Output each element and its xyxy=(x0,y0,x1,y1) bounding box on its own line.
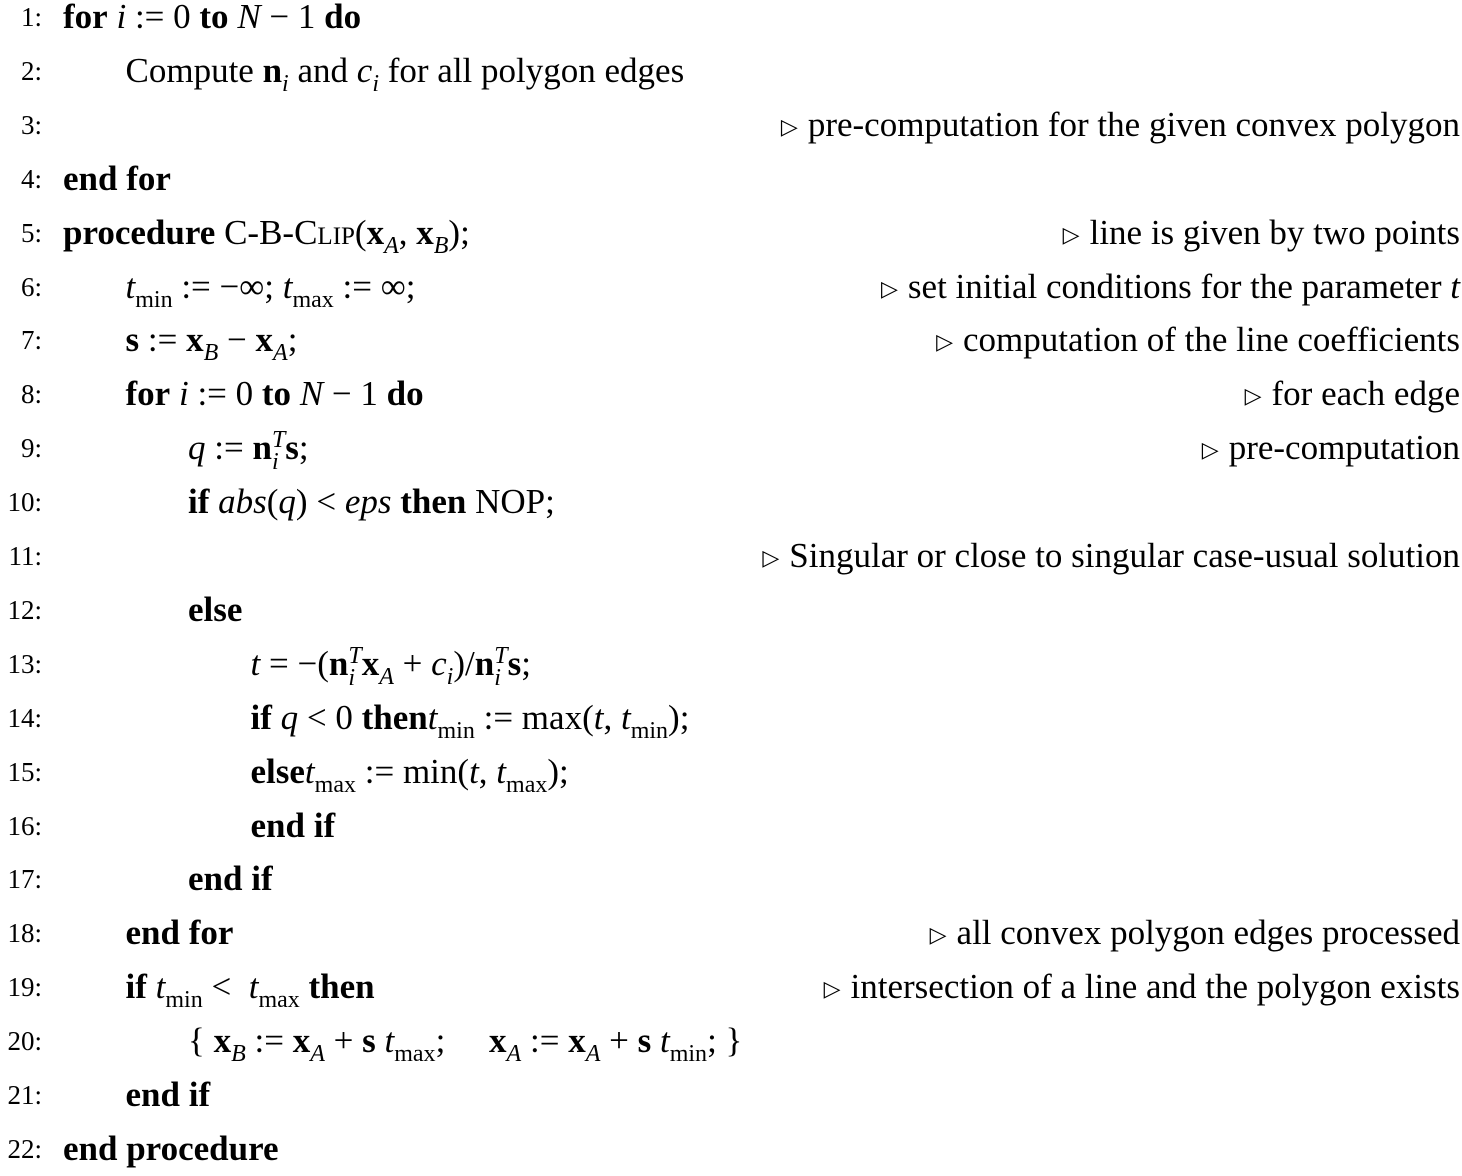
algorithm-line xyxy=(0,313,1462,367)
algorithm-line xyxy=(0,583,1462,637)
code-statement: end if xyxy=(188,859,273,899)
code-comment xyxy=(930,906,1460,964)
code-statement: end for xyxy=(63,158,171,198)
comment-text: pre-computation for the given convex polygon xyxy=(807,104,1460,144)
comment-triangle-icon: ▷ xyxy=(823,976,841,1002)
comment-text: all convex polygon edges processed xyxy=(956,913,1460,953)
code-statement: end if xyxy=(125,1075,211,1114)
comment-text: Singular or close to singular case-usual solution xyxy=(789,536,1460,575)
line-number: 10: xyxy=(7,487,42,518)
comment-text: pre-computation xyxy=(1228,428,1460,468)
comment-triangle-icon: ▷ xyxy=(881,275,898,301)
line-number: 20: xyxy=(7,1026,42,1057)
algorithm-line xyxy=(0,152,1462,206)
algorithm-line xyxy=(0,98,1462,152)
code-comment xyxy=(1245,367,1460,425)
line-number: 2: xyxy=(20,55,42,86)
line-number: 8: xyxy=(20,379,42,410)
line-number: 19: xyxy=(7,972,42,1003)
comment-text: line is given by two points xyxy=(1089,212,1460,252)
code-comment xyxy=(1202,421,1460,479)
line-number: 18: xyxy=(7,918,42,949)
comment-triangle-icon: ▷ xyxy=(1244,383,1262,409)
comment-text: computation of the line coefficients xyxy=(963,320,1460,360)
algorithm-line xyxy=(0,691,1462,745)
line-number: 3: xyxy=(20,109,42,140)
line-number: 22: xyxy=(7,1133,42,1164)
line-number: 6: xyxy=(20,271,42,302)
code-comment xyxy=(781,98,1460,156)
code-statement: else xyxy=(188,589,243,629)
algorithm-line xyxy=(0,852,1462,906)
code-statement: end for xyxy=(125,913,234,953)
line-number: 13: xyxy=(7,648,42,679)
code-comment xyxy=(762,529,1460,587)
comment-text: intersection of a line and the polygon exists xyxy=(850,967,1460,1007)
code-statement: end procedure xyxy=(63,1128,279,1168)
line-number: 11: xyxy=(8,541,42,571)
algorithm-line xyxy=(0,960,1462,1014)
algorithm-line xyxy=(0,1122,1462,1176)
algorithm-line xyxy=(0,906,1462,960)
comment-triangle-icon: ▷ xyxy=(936,329,954,355)
code-statement: $t_{min}$ := −∞; $t_{max}$ := ∞; xyxy=(125,266,416,313)
code-comment xyxy=(936,313,1460,371)
comment-text: for each edge xyxy=(1271,374,1460,414)
algorithm-line xyxy=(0,799,1462,853)
code-statement: if abs(q) < eps then NOP; xyxy=(188,482,555,522)
line-number: 7: xyxy=(20,325,42,356)
algorithm-line xyxy=(0,1014,1462,1068)
code-comment xyxy=(824,960,1460,1018)
line-number: 21: xyxy=(7,1080,42,1110)
algorithm-line xyxy=(0,1068,1462,1122)
comment-triangle-icon: ▷ xyxy=(780,113,798,139)
code-statement: procedure $C-B-Clip(x_A$, $x_B$); xyxy=(63,212,470,259)
line-number: 14: xyxy=(7,702,42,733)
line-number: 1: xyxy=(20,2,42,32)
code-statement: s := $x_B - x_A$; xyxy=(125,320,298,367)
line-number: 5: xyxy=(20,217,42,248)
code-statement: end if xyxy=(250,805,336,845)
line-number: 17: xyxy=(7,864,42,895)
comment-triangle-icon: ▷ xyxy=(1201,437,1219,463)
algorithm-line xyxy=(0,637,1462,691)
comment-triangle-icon: ▷ xyxy=(762,545,780,570)
code-statement: if $t_{min} < t_{max}$ then xyxy=(125,967,375,1014)
code-statement: if q < 0 thent$_{min}$ := max(t, $t_{min}$); xyxy=(250,697,690,744)
comment-triangle-icon: ▷ xyxy=(929,922,947,948)
code-statement: for i := 0 to N − 1 do xyxy=(63,0,362,36)
algorithm-line xyxy=(0,44,1462,98)
algorithm-line xyxy=(0,745,1462,799)
algorithm-line xyxy=(0,206,1462,260)
code-statement: for i := 0 to N − 1 do xyxy=(125,374,424,414)
code-statement: elset$_{max}$ := min(t, $t_{max}$); xyxy=(250,751,569,798)
line-number: 4: xyxy=(20,163,42,194)
code-comment xyxy=(881,260,1460,318)
comment-text: set initial conditions for the parameter t xyxy=(907,266,1460,306)
line-number: 16: xyxy=(7,810,42,841)
code-statement: t = −(n T i $x_A + c_i)/n$ T i s; xyxy=(250,642,531,691)
algorithm-line xyxy=(0,421,1462,475)
algorithm-line xyxy=(0,0,1462,44)
algorithm-line xyxy=(0,475,1462,529)
code-statement: q := n T i s; xyxy=(188,427,309,476)
algorithm-line xyxy=(0,367,1462,421)
code-statement: Compute $n_i$ and $c_i$ for all polygon edges xyxy=(125,50,685,97)
code-statement: { $x_B$ := $x_A + s$ $t_{max}$; $x_A$ := $x_A + s$ $t_{min}$; } xyxy=(188,1021,743,1068)
comment-triangle-icon: ▷ xyxy=(1062,221,1080,247)
line-number: 15: xyxy=(7,756,42,787)
algorithm-line xyxy=(0,260,1462,314)
algorithm-line xyxy=(0,529,1462,583)
line-number: 9: xyxy=(20,433,42,464)
code-comment xyxy=(1063,206,1460,264)
line-number: 12: xyxy=(7,594,42,625)
